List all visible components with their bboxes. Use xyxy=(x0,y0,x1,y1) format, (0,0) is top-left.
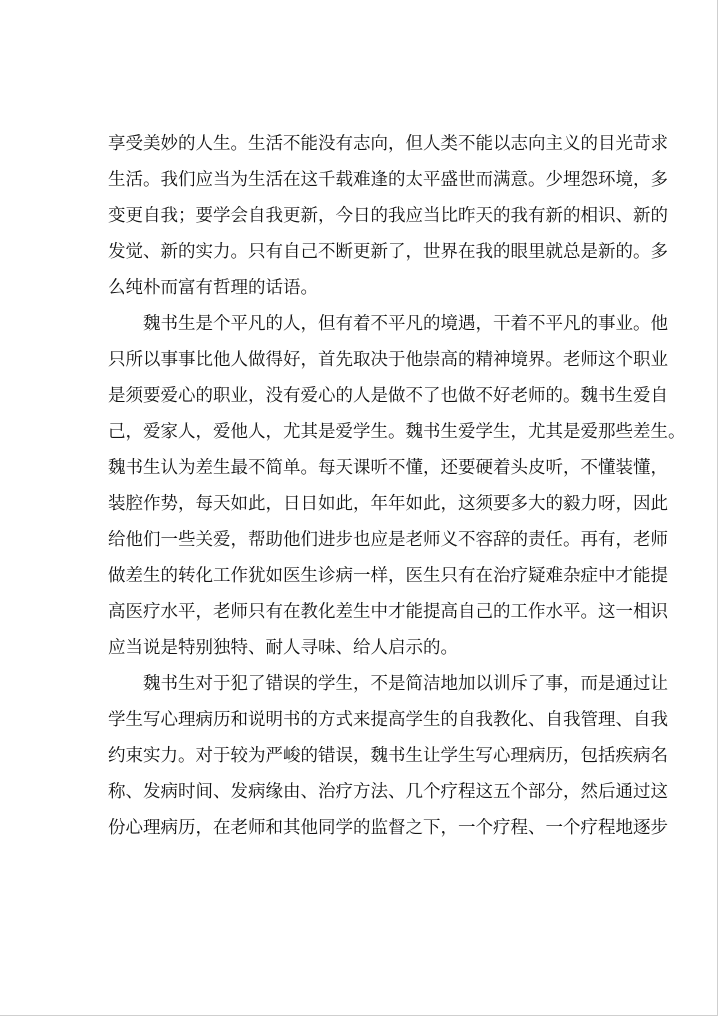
text-line: 做差生的转化工作犹如医生诊病一样，医生只有在治疗疑难杂症中才能提 xyxy=(108,566,668,586)
text-line: 高医疗水平，老师只有在教化差生中才能提高自己的工作水平。这一相识 xyxy=(108,602,668,622)
text-line: 约束实力。对于较为严峻的错误，魏书生让学生写心理病历，包括疾病名 xyxy=(108,746,668,766)
text-line: 给他们一些关爱，帮助他们进步也应是老师义不容辞的责任。再有，老师 xyxy=(108,530,668,550)
text-line: 应当说是特别独特、耐人寻味、给人启示的。 xyxy=(108,638,458,658)
text-line: 学生写心理病历和说明书的方式来提高学生的自我教化、自我管理、自我 xyxy=(108,710,668,730)
text-line: 份心理病历，在老师和其他同学的监督之下，一个疗程、一个疗程地逐步 xyxy=(108,818,668,838)
text-line: 己，爱家人，爱他人，尤其是爱学生。魏书生爱学生，尤其是爱那些差生。 xyxy=(108,422,686,442)
text-line: 魏书生对于犯了错误的学生，不是简洁地加以训斥了事，而是通过让 xyxy=(143,674,668,694)
text-line: 魏书生是个平凡的人，但有着不平凡的境遇，干着不平凡的事业。他 xyxy=(143,314,668,334)
text-line: 只所以事事比他人做得好，首先取决于他崇高的精神境界。老师这个职业 xyxy=(108,350,668,370)
text-line: 变更自我；要学会自我更新，今日的我应当比昨天的我有新的相识、新的 xyxy=(108,206,668,226)
text-line: 称、发病时间、发病缘由、治疗方法、几个疗程这五个部分，然后通过这 xyxy=(108,782,668,802)
text-line: 装腔作势，每天如此，日日如此，年年如此，这须要多大的毅力呀，因此 xyxy=(108,494,668,514)
text-line: 享受美妙的人生。生活不能没有志向，但人类不能以志向主义的目光苛求 xyxy=(108,134,668,154)
text-line: 是须要爱心的职业，没有爱心的人是做不了也做不好老师的。魏书生爱自 xyxy=(108,386,668,406)
text-line: 生活。我们应当为生活在这千载难逢的太平盛世而满意。少埋怨环境，多 xyxy=(108,170,668,190)
text-line: 发觉、新的实力。只有自己不断更新了，世界在我的眼里就总是新的。多 xyxy=(108,242,668,262)
document-body xyxy=(108,126,686,846)
text-line: 魏书生认为差生最不简单。每天课听不懂，还要硬着头皮听，不懂装懂， xyxy=(108,458,668,478)
text-line: 么纯朴而富有哲理的话语。 xyxy=(108,278,318,298)
